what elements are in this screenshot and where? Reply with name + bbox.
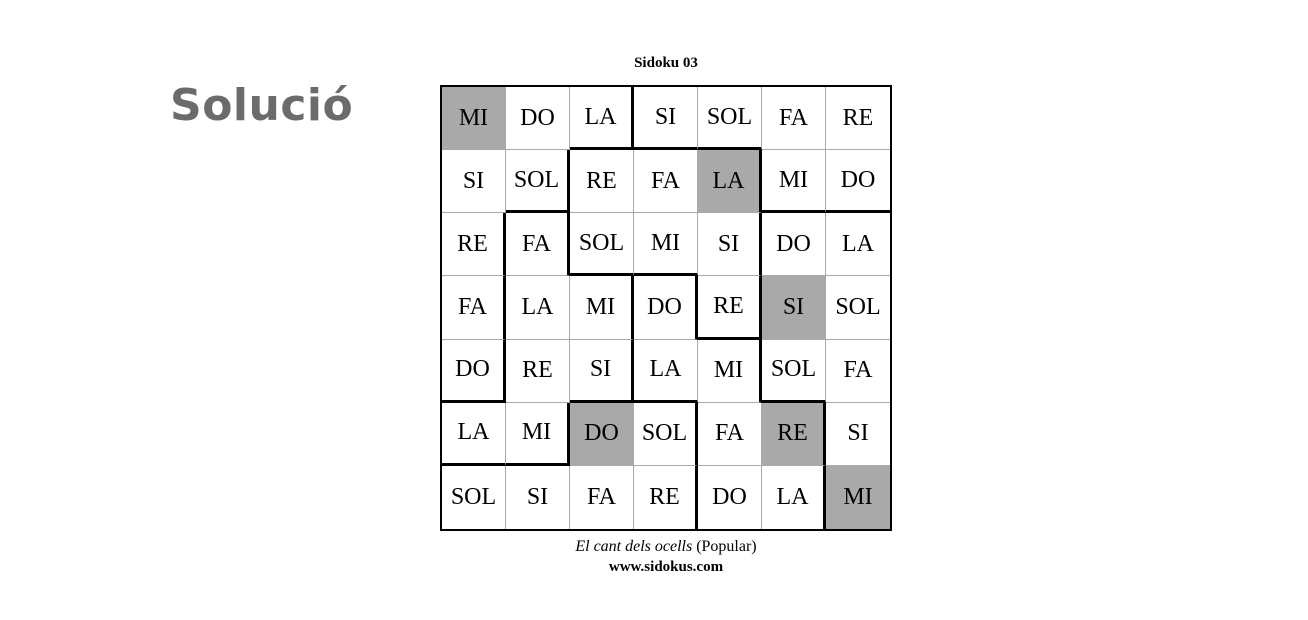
grid-cell: RE	[826, 87, 890, 150]
grid-cell: DO	[570, 403, 634, 466]
grid-cell: FA	[762, 87, 826, 150]
grid-cell: FA	[570, 466, 634, 529]
grid-cell: RE	[570, 150, 634, 213]
grid-cell: MI	[570, 276, 634, 339]
grid-cell: FA	[506, 213, 570, 276]
grid-cell: RE	[442, 213, 506, 276]
grid-cell: LA	[570, 87, 634, 150]
grid-cell: MI	[442, 87, 506, 150]
grid-cell: DO	[698, 466, 762, 529]
sidoku-grid	[440, 85, 892, 531]
grid-cell: DO	[442, 340, 506, 403]
grid-cell: LA	[826, 213, 890, 276]
grid-cell: LA	[634, 340, 698, 403]
grid-cell: FA	[442, 276, 506, 339]
grid-cell: MI	[762, 150, 826, 213]
grid-cell: SOL	[506, 150, 570, 213]
grid-cell: MI	[506, 403, 570, 466]
grid-cell: SOL	[442, 466, 506, 529]
grid-cell: DO	[634, 276, 698, 339]
grid-cell: SI	[570, 340, 634, 403]
grid-cell: RE	[762, 403, 826, 466]
caption-song-title: El cant dels ocells	[575, 538, 693, 555]
grid-cell: RE	[698, 276, 762, 339]
grid-cell: LA	[506, 276, 570, 339]
puzzle-caption	[440, 538, 892, 556]
grid-cell: LA	[762, 466, 826, 529]
grid-cell: MI	[634, 213, 698, 276]
grid-cell: SI	[506, 466, 570, 529]
grid-cell: RE	[634, 466, 698, 529]
solution-heading: Solució	[170, 80, 354, 131]
grid-cell: DO	[506, 87, 570, 150]
website-url: www.sidokus.com	[608, 559, 724, 575]
grid-cell: LA	[442, 403, 506, 466]
grid-cell: DO	[826, 150, 890, 213]
grid-cell: FA	[826, 340, 890, 403]
caption-source: (Popular)	[696, 538, 757, 555]
grid-cell: MI	[826, 466, 890, 529]
grid-cell: SOL	[634, 403, 698, 466]
grid-cell: SOL	[570, 213, 634, 276]
grid-cell: FA	[634, 150, 698, 213]
puzzle-title: Sidoku 03	[634, 55, 698, 71]
grid-cell: RE	[506, 340, 570, 403]
grid-cell: MI	[698, 340, 762, 403]
grid-cell: DO	[762, 213, 826, 276]
grid-cell: SI	[698, 213, 762, 276]
grid-cell: SOL	[698, 87, 762, 150]
grid-cell: SI	[826, 403, 890, 466]
grid-cell: SI	[634, 87, 698, 150]
grid-cell: SOL	[762, 340, 826, 403]
grid-cell: SI	[762, 276, 826, 339]
grid-cell: FA	[698, 403, 762, 466]
grid-cell: LA	[698, 150, 762, 213]
grid-cell: SOL	[826, 276, 890, 339]
grid-cell: SI	[442, 150, 506, 213]
